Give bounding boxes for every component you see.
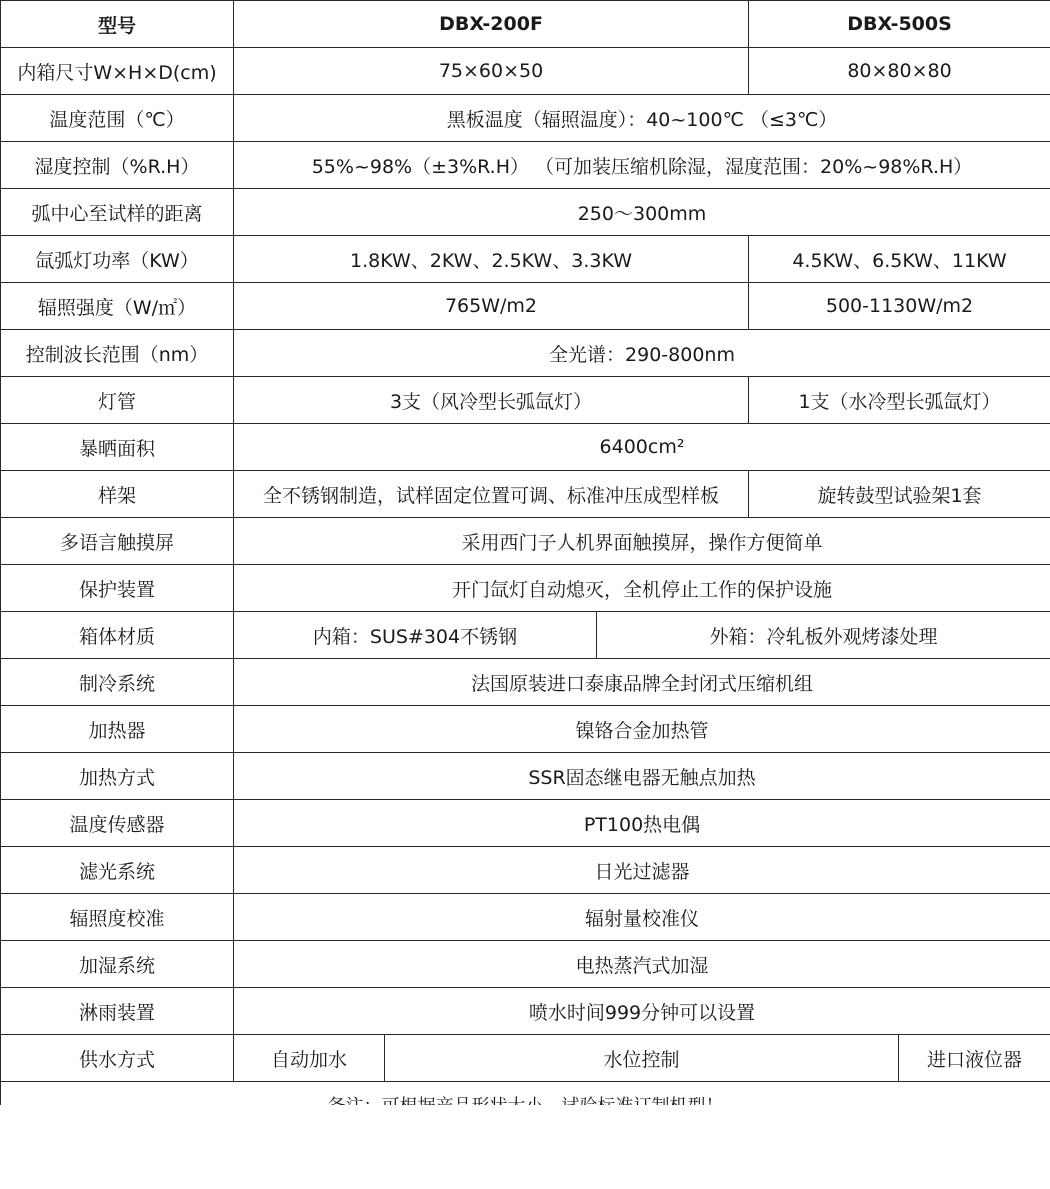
model-a-value: 1.8KW、2KW、2.5KW、3.3KW bbox=[234, 236, 749, 283]
row-label: 控制波长范围（nm） bbox=[1, 330, 234, 377]
table-row bbox=[1, 283, 1050, 330]
row-label: 加热方式 bbox=[1, 753, 234, 800]
row-label: 湿度控制（%R.H） bbox=[1, 142, 234, 189]
shared-value: PT100热电偶 bbox=[234, 800, 1050, 847]
auto-water-value: 自动加水 bbox=[234, 1035, 385, 1082]
shared-value: 黑板温度（辐照温度）：40~100℃ （≤3℃） bbox=[234, 95, 1050, 142]
blank-area bbox=[0, 1105, 1050, 1189]
table-row bbox=[1, 377, 1050, 424]
row-label: 加湿系统 bbox=[1, 941, 234, 988]
table-row bbox=[1, 847, 1050, 894]
row-label: 辐照强度（W/㎡） bbox=[1, 283, 234, 330]
table-row bbox=[1, 95, 1050, 142]
row-label: 制冷系统 bbox=[1, 659, 234, 706]
table-row bbox=[1, 189, 1050, 236]
row-label: 氙弧灯功率（KW） bbox=[1, 236, 234, 283]
row-label: 淋雨装置 bbox=[1, 988, 234, 1035]
row-label: 温度范围（℃） bbox=[1, 95, 234, 142]
row-label: 温度传感器 bbox=[1, 800, 234, 847]
table-row bbox=[1, 236, 1050, 283]
row-label: 辐照度校准 bbox=[1, 894, 234, 941]
row-label: 加热器 bbox=[1, 706, 234, 753]
table-row bbox=[1, 48, 1050, 95]
level-meter-value: 进口液位器 bbox=[899, 1035, 1050, 1082]
header-model-a-cell: DBX-200F bbox=[234, 1, 749, 48]
shared-value: 法国原装进口泰康品牌全封闭式压缩机组 bbox=[234, 659, 1050, 706]
row-label: 供水方式 bbox=[1, 1035, 234, 1082]
table-row bbox=[1, 424, 1050, 471]
table-row bbox=[1, 612, 1050, 659]
model-a-value: 3支（风冷型长弧氙灯） bbox=[234, 377, 749, 424]
row-label: 多语言触摸屏 bbox=[1, 518, 234, 565]
table-row bbox=[1, 941, 1050, 988]
shared-value: 55%~98%（±3%R.H） （可加装压缩机除湿，湿度范围：20%~98%R.H） bbox=[234, 142, 1050, 189]
shared-value: 喷水时间999分钟可以设置 bbox=[234, 988, 1050, 1035]
model-b-value: 500-1130W/m2 bbox=[749, 283, 1050, 330]
water-level-value: 水位控制 bbox=[385, 1035, 899, 1082]
row-label: 弧中心至试样的距离 bbox=[1, 189, 234, 236]
table-row bbox=[1, 659, 1050, 706]
row-label: 保护装置 bbox=[1, 565, 234, 612]
shared-value: SSR固态继电器无触点加热 bbox=[234, 753, 1050, 800]
shared-value: 开门氙灯自动熄灭，全机停止工作的保护设施 bbox=[234, 565, 1050, 612]
shared-value: 电热蒸汽式加湿 bbox=[234, 941, 1050, 988]
header-model-b-cell: DBX-500S bbox=[749, 1, 1050, 48]
shared-value: 采用西门子人机界面触摸屏，操作方便简单 bbox=[234, 518, 1050, 565]
table-row bbox=[1, 330, 1050, 377]
shared-value: 250～300mm bbox=[234, 189, 1050, 236]
table-row bbox=[1, 518, 1050, 565]
row-label: 滤光系统 bbox=[1, 847, 234, 894]
row-label: 灯管 bbox=[1, 377, 234, 424]
shared-value: 6400cm² bbox=[234, 424, 1050, 471]
table-row bbox=[1, 753, 1050, 800]
shared-value: 全光谱：290-800nm bbox=[234, 330, 1050, 377]
table-row bbox=[1, 471, 1050, 518]
row-label: 箱体材质 bbox=[1, 612, 234, 659]
table-row bbox=[1, 988, 1050, 1035]
model-b-value: 旋转鼓型试验架1套 bbox=[749, 471, 1050, 518]
table-row bbox=[1, 1, 1050, 48]
shared-value: 日光过滤器 bbox=[234, 847, 1050, 894]
model-a-value: 75×60×50 bbox=[234, 48, 749, 95]
table-row bbox=[1, 142, 1050, 189]
model-b-value: 4.5KW、6.5KW、11KW bbox=[749, 236, 1050, 283]
model-b-value: 1支（水冷型长弧氙灯） bbox=[749, 377, 1050, 424]
table-row bbox=[1, 800, 1050, 847]
inner-material-value: 内箱：SUS#304不锈钢 bbox=[234, 612, 597, 659]
row-label: 暴晒面积 bbox=[1, 424, 234, 471]
table-row bbox=[1, 706, 1050, 753]
table-row bbox=[1, 894, 1050, 941]
row-label: 内箱尺寸W×H×D(cm) bbox=[1, 48, 234, 95]
table-row bbox=[1, 1035, 1050, 1082]
model-a-value: 765W/m2 bbox=[234, 283, 749, 330]
model-a-value: 全不锈钢制造，试样固定位置可调、标准冲压成型样板 bbox=[234, 471, 749, 518]
shared-value: 镍铬合金加热管 bbox=[234, 706, 1050, 753]
table-row bbox=[1, 565, 1050, 612]
header-label-cell: 型号 bbox=[1, 1, 234, 48]
outer-material-value: 外箱：冷轧板外观烤漆处理 bbox=[597, 612, 1050, 659]
model-b-value: 80×80×80 bbox=[749, 48, 1050, 95]
shared-value: 辐射量校准仪 bbox=[234, 894, 1050, 941]
row-label: 样架 bbox=[1, 471, 234, 518]
